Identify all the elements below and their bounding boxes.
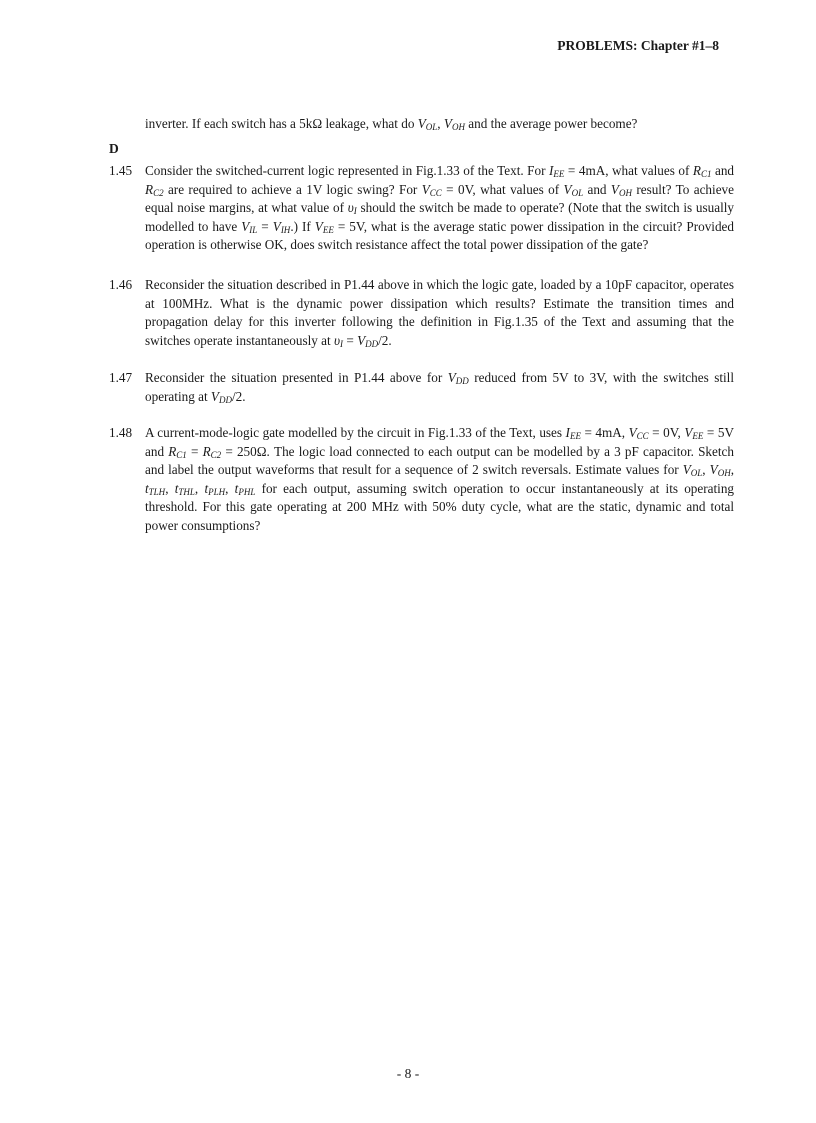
problem-1-47 <box>109 369 734 406</box>
problem-number: 1.48 <box>109 425 133 440</box>
page-number: - 8 - <box>396 1066 420 1081</box>
design-problem-marker: D <box>109 141 119 156</box>
problem-1-45 <box>109 162 734 255</box>
problem-number: 1.47 <box>109 370 133 385</box>
continuation-text: inverter. If each switch has a 5kΩ leakage, what do $V_{OL}$, $V_{OH}$ and the average power become? <box>145 116 638 132</box>
problem-text: A current-mode-logic gate modelled by the circuit in Fig.1.33 of the Text, uses $I_{EE} = 4mA$, $V_{CC} = 0V$, $V_{EE} = 5V$ and $R_{C1} = R_{C2} = 250\Omega$. The logic load connected to each output can be modelled by a 3 pF capacitor. Sketch and label the output waveforms that result for a sequence of 2 switch reversals. Estimate values for $V_{OL}$, $V_{OH}$, $t_{TLH}$, $t_{THL}$, $t_{PLH}$, $t_{PHL}$ for each output, assuming switch operation to occur instantaneously at its operating threshold. For this gate operating at 200 MHz with 50% duty cycle, what are the static, dynamic and total power consumptions? <box>145 425 735 533</box>
page-header: PROBLEMS: Chapter #1–8 <box>557 38 719 53</box>
problem-text: Consider the switched-current logic represented in Fig.1.33 of the Text. For $I_{EE} = 4mA$, what values of $R_{C1}$ and $R_{C2}$ are required to achieve a 1V logic swing? For $V_{CC} = 0V$, what values of $V_{OL}$ and $V_{OH}$ result? To achieve equal noise margins, at what value of $\upsilon_I$ should the switch be made to operate? (Note that the switch is usually modelled to have $V_{IL} = V_{IH}$.) If $V_{EE} = 5V$, what is the average static power dissipation in the circuit? Provided operation is otherwise OK, does switch resistance affect the total power dissipation of the gate? <box>145 163 734 253</box>
problem-1-46 <box>109 276 734 350</box>
problem-number: 1.45 <box>109 163 133 178</box>
problem-text: Reconsider the situation described in P1.44 above in which the logic gate, loaded by a 10pF capacitor, operates at 100MHz. What is the dynamic power dissipation which results? Estimate the transition times and propagation delay for this inverter following the definition in Fig.1.35 of the Text and assuming that the switches operate instantaneously at $\upsilon_I = V_{DD}/2$. <box>145 277 734 349</box>
problem-1-48 <box>109 424 734 536</box>
problem-text: Reconsider the situation presented in P1.44 above for $V_{DD}$ reduced from 5V to 3V, with the switches still operating at $V_{DD}/2$. <box>145 370 734 405</box>
problem-number: 1.46 <box>109 277 133 292</box>
